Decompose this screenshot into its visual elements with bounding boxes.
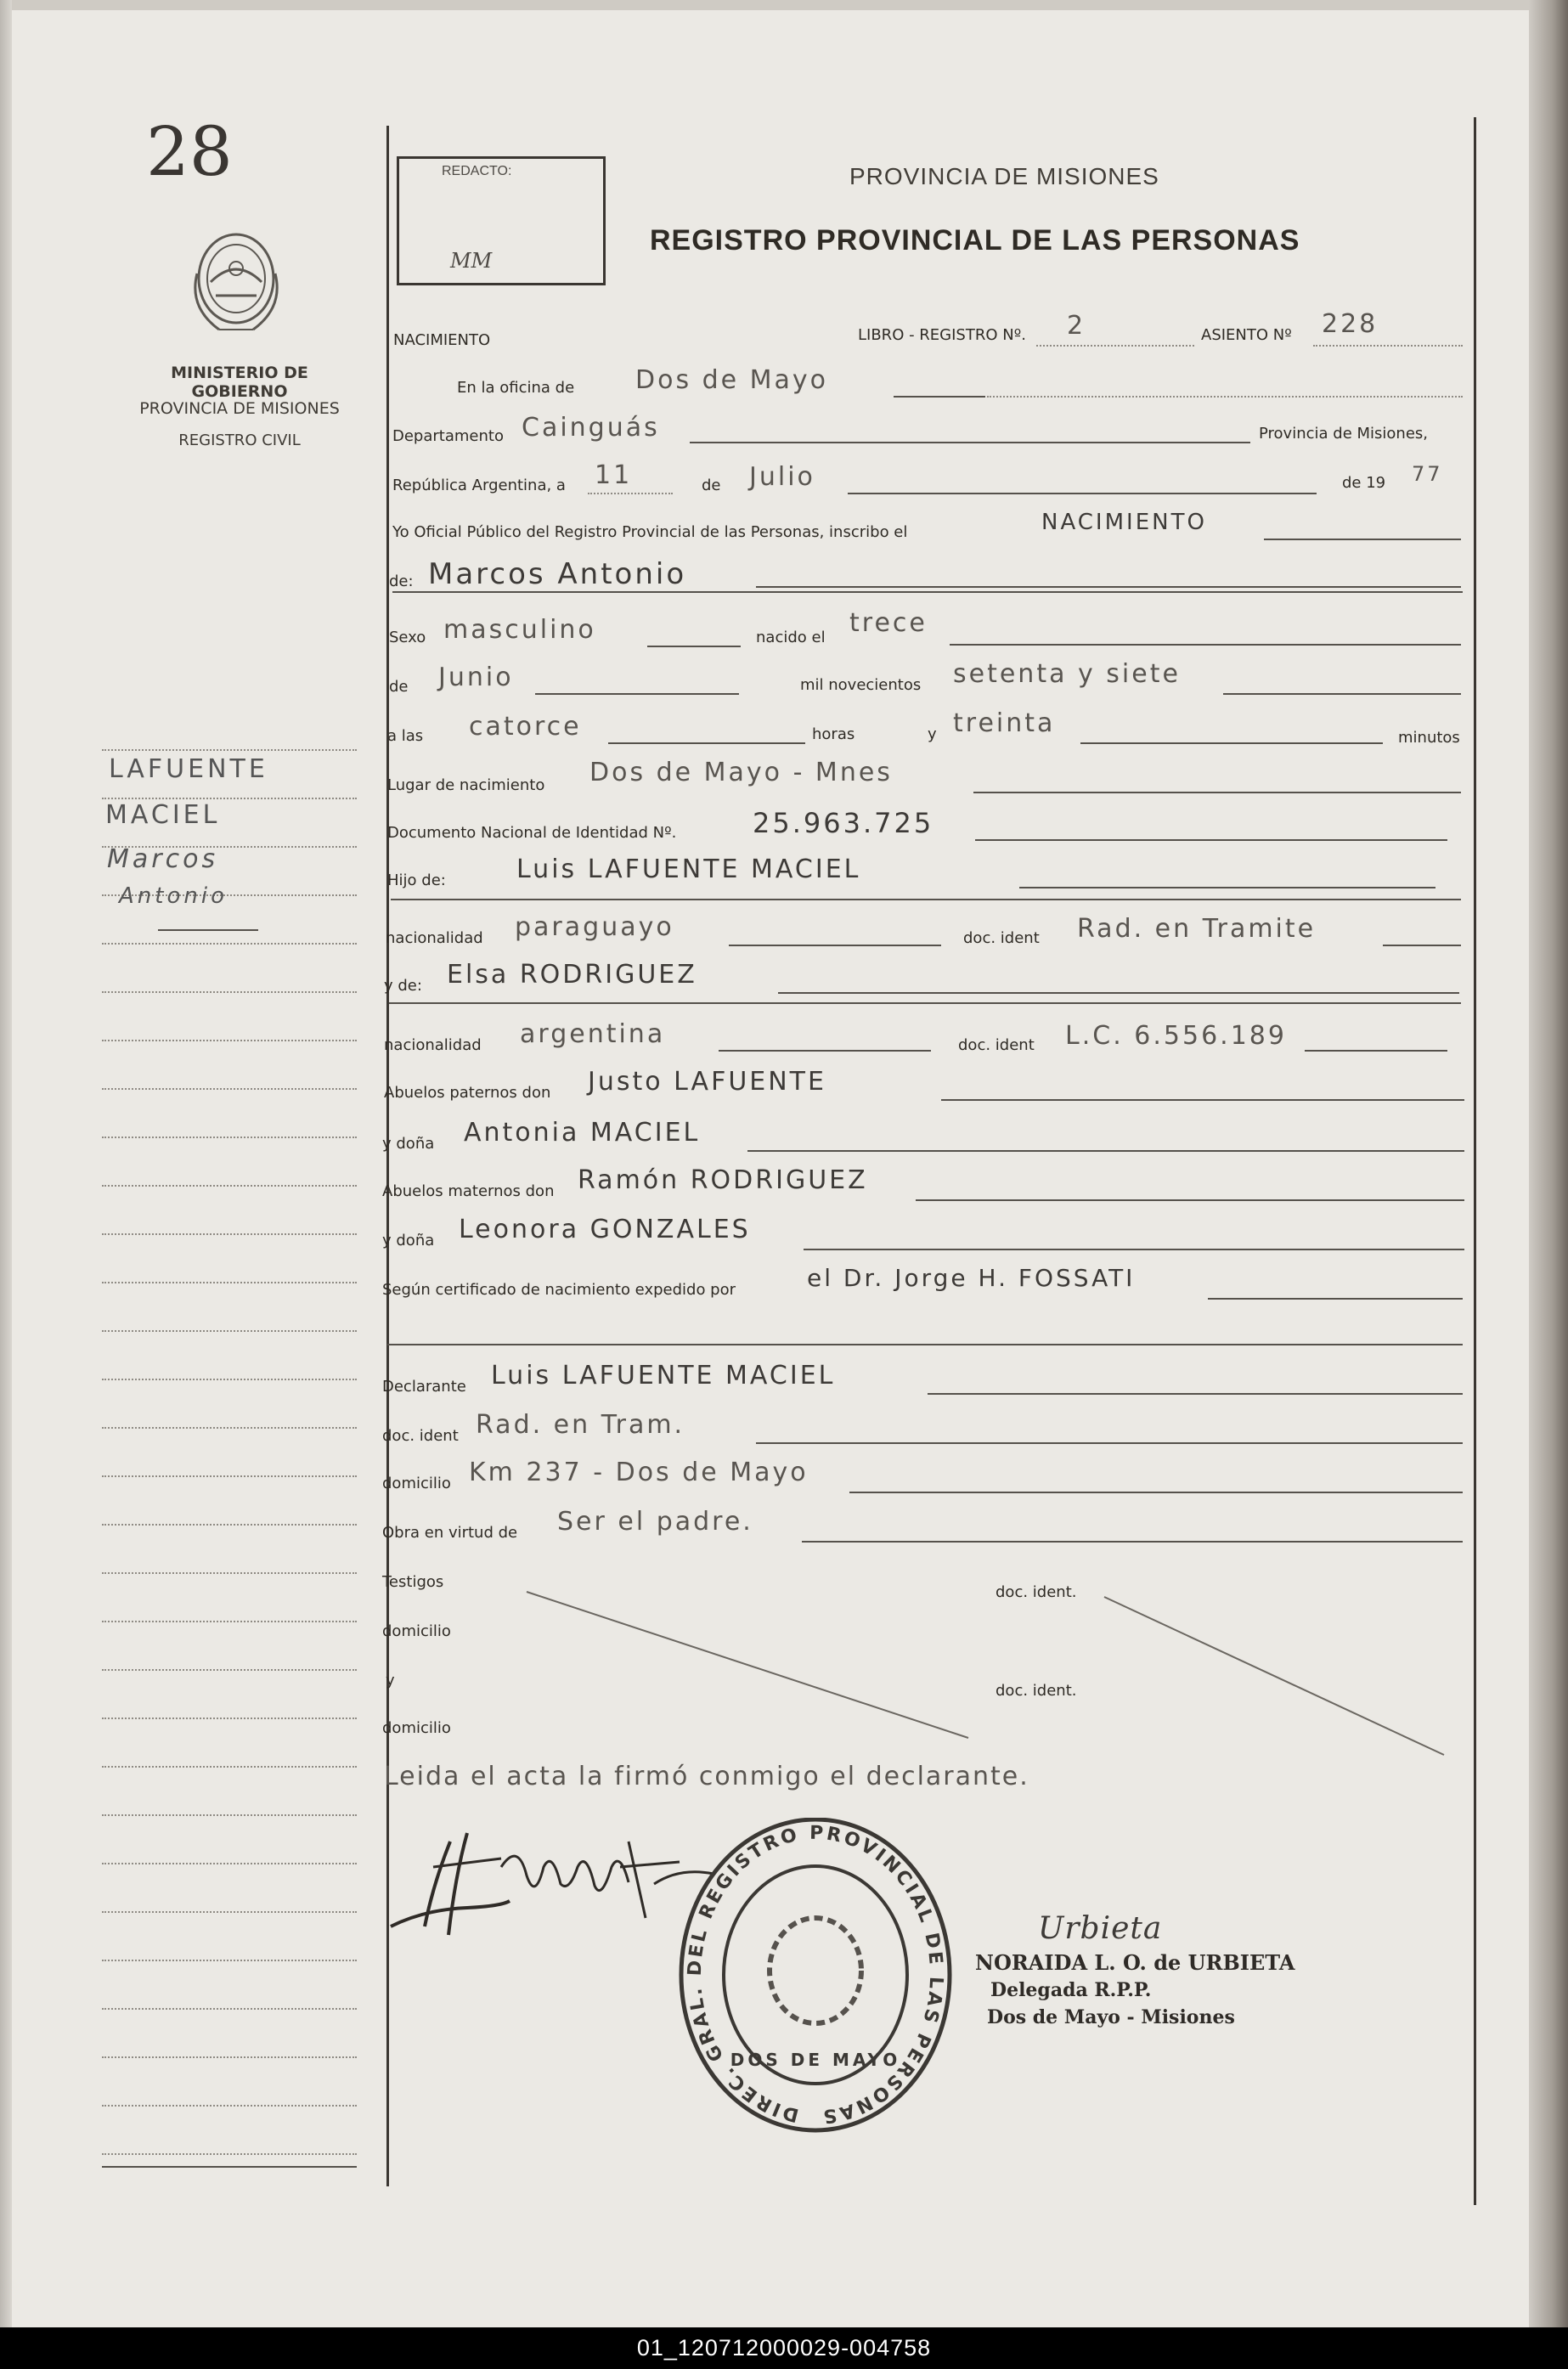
domicilio-value: Km 237 - Dos de Mayo [469,1458,809,1487]
lugar-value: Dos de Mayo - Mnes [589,758,893,787]
child-name-value: Marcos Antonio [428,557,687,591]
ministry-label: MINISTERIO DE GOBIERNO [171,364,308,401]
father-doc-label: doc. ident [963,929,1040,947]
hour-value: catorce [469,712,582,742]
testigos-label: Testigos [382,1573,444,1591]
birth-year-value: setenta y siete [953,659,1181,689]
abuelo-mat-value: Ramón RODRIGUEZ [578,1165,868,1195]
decl-doc-label: doc. ident [382,1427,459,1445]
page-number: 28 [146,112,233,191]
province-title: PROVINCIA DE MISIONES [849,163,1159,189]
mother-name-value: Elsa RODRIGUEZ [447,960,697,990]
de-name-label: de: [389,573,414,590]
abuelos-pat-label: Abuelos paternos don [384,1084,551,1102]
stamp-ring-text: DIREC. GRAL. DEL REGISTRO PROVINCIAL DE LAS PERSONAS [684,1822,947,2128]
registry-label: REGISTRO CIVIL [178,431,301,449]
official-handwritten-signature: Urbieta [1038,1911,1163,1946]
dni-value: 25.963.725 [753,807,934,839]
birth-month-value: Junio [438,663,514,692]
libro-value: 2 [1067,311,1086,341]
ydona-mat-label: y doña [382,1232,435,1249]
stamp-inner-text: DOS DE MAYO [730,2050,901,2070]
footer-id: 01_120712000029-004758 [0,2327,1568,2369]
minutos-label: minutos [1398,729,1460,747]
act-day-value: 11 [595,460,633,490]
father-nat-label: nacionalidad [386,929,483,947]
republica-label: República Argentina, a [392,477,566,494]
y-label: y [928,725,937,743]
margin-given-name-1: Marcos [107,844,219,874]
official-place: Dos de Mayo - Misiones [987,2006,1235,2028]
testigo1-domicilio-label: domicilio [382,1622,451,1640]
abuela-mat-value: Leonora GONZALES [459,1215,751,1244]
yo-oficial-label: Yo Oficial Público del Registro Provincial de las Personas, inscribo el [392,523,908,541]
redacto-initials: MM [450,249,493,273]
testigo2-y-label: y [386,1672,395,1689]
decl-doc-value: Rad. en Tram. [476,1410,685,1440]
abuelos-mat-label: Abuelos maternos don [382,1182,555,1200]
minutes-value: treinta [953,708,1056,738]
mother-doc-value: L.C. 6.556.189 [1065,1021,1287,1051]
act-month-value: Julio [749,462,815,492]
act-type-label: NACIMIENTO [393,331,491,349]
certificado-label: Según certificado de nacimiento expedido por [382,1281,736,1299]
libro-label: LIBRO - REGISTRO Nº. [858,326,1026,344]
obra-value: Ser el padre. [557,1507,753,1537]
father-doc-value: Rad. en Tramite [1077,914,1317,944]
testigo1-doc-label: doc. ident. [996,1583,1077,1601]
horas-label: horas [812,725,855,743]
mother-nat-label: nacionalidad [384,1036,482,1054]
departamento-label: Departamento [392,427,504,445]
redacto-label: REDACTO: [442,164,512,178]
act-de-label: de [702,477,721,494]
declarante-label: Declarante [382,1378,466,1396]
nacido-label: nacido el [756,629,826,646]
asiento-value: 228 [1322,309,1379,339]
obra-label: Obra en virtud de [382,1524,518,1542]
de2-label: de [389,678,409,696]
birth-day-value: trece [849,608,928,638]
hijo-label: Hijo de: [387,871,446,889]
ydona-pat-label: y doña [382,1135,435,1153]
sexo-label: Sexo [389,629,426,646]
margin-surname-2: MACIEL [105,800,221,830]
yde-label: y de: [384,977,422,995]
official-name: NORAIDA L. O. de URBIETA [975,1950,1295,1975]
departamento-value: Cainguás [522,413,660,443]
closing-text: Leida el acta la firmó conmigo el declarante. [384,1762,1029,1791]
act-year-value: 77 [1412,462,1443,486]
margin-surname-1: LAFUENTE [109,754,268,784]
bottom-margin-rule [102,2166,357,2168]
father-nat-value: paraguayo [515,912,674,942]
year-prefix: de 19 [1342,474,1386,492]
lugar-label: Lugar de nacimiento [387,776,545,794]
inscribo-value: NACIMIENTO [1041,510,1207,535]
province-label: PROVINCIA DE MISIONES [139,399,340,418]
mother-doc-label: doc. ident [958,1036,1035,1054]
abuela-pat-value: Antonia MACIEL [464,1118,701,1148]
father-name-value: Luis LAFUENTE MACIEL [516,855,861,884]
margin-given-name-2: Antonio [119,883,228,909]
oficina-label: En la oficina de [457,379,575,397]
testigo2-doc-label: doc. ident. [996,1682,1077,1700]
official-title: Delegada R.P.P. [990,1979,1152,2001]
abuelo-pat-value: Justo LAFUENTE [588,1067,826,1097]
declarante-value: Luis LAFUENTE MACIEL [491,1361,836,1390]
registry-title: REGISTRO PROVINCIAL DE LAS PERSONAS [650,224,1300,257]
testigo2-domicilio-label: domicilio [382,1719,451,1737]
alas-label: a las [387,727,424,745]
certificado-value: el Dr. Jorge H. FOSSATI [807,1264,1136,1292]
mother-nat-value: argentina [520,1019,666,1049]
asiento-label: ASIENTO Nº [1201,326,1292,344]
mil-label: mil novecientos [800,676,922,694]
registry-stamp [671,1818,960,2149]
dni-label: Documento Nacional de Identidad Nº. [387,824,677,842]
oficina-value: Dos de Mayo [635,365,829,395]
sexo-value: masculino [443,615,596,645]
domicilio-label: domicilio [382,1475,451,1492]
provincia-suffix: Provincia de Misiones, [1259,425,1428,443]
